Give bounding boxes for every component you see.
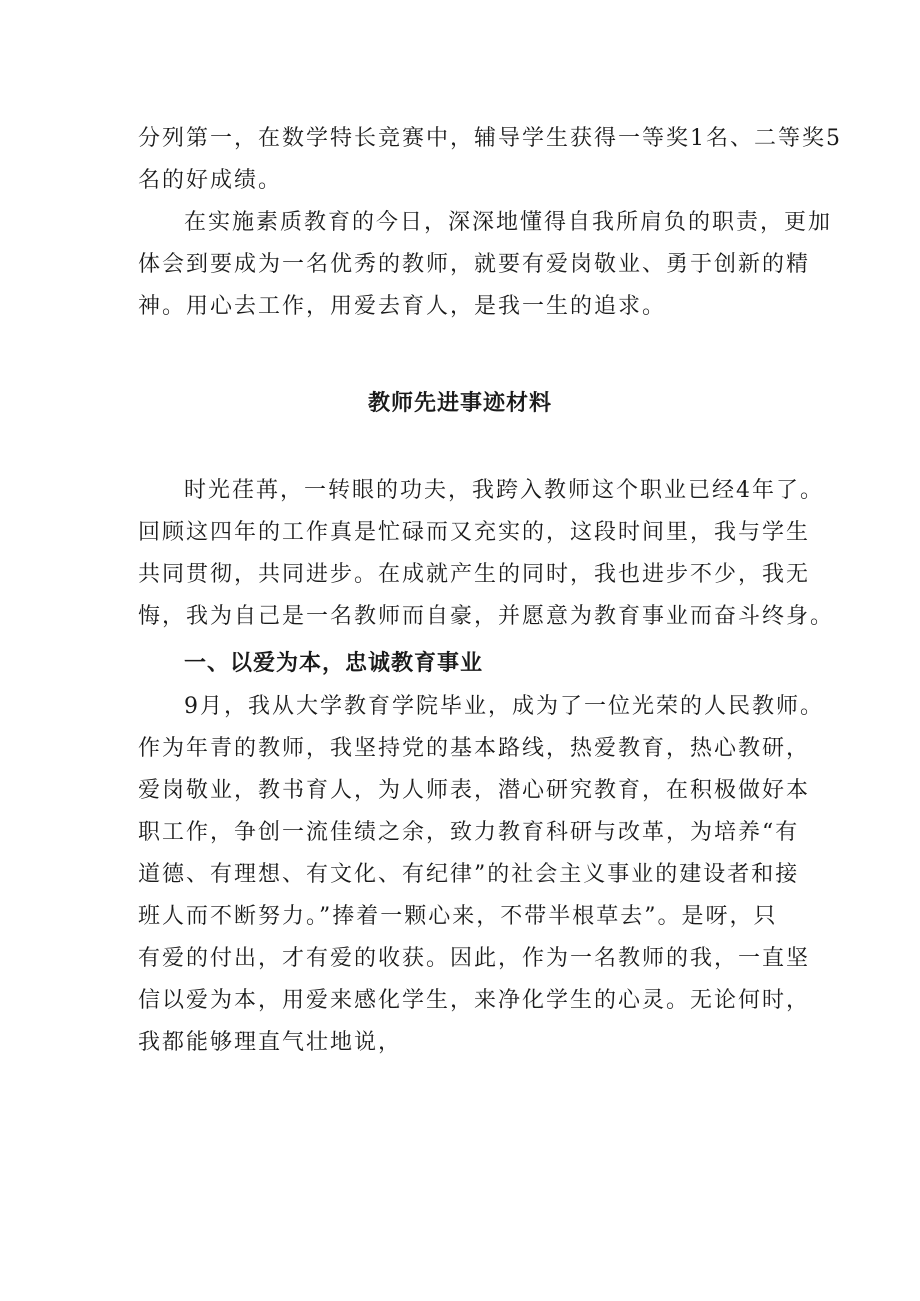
text-line: 我都能够理直气壮地说， — [138, 1030, 403, 1055]
text-line: 有爱的付出，才有爱的收获。因此，作为一名教师的我，一直坚 — [138, 946, 811, 971]
text-line: 神。用心去工作，用爱去育人，是我一生的追求。 — [138, 294, 667, 319]
text-line: 分列第一，在数学特长竞赛中，辅导学生获得一等奖1名、二等奖5 — [138, 126, 842, 151]
text-line: 名的好成绩。 — [138, 168, 283, 193]
text-line: 9月，我从大学教育学院毕业，成为了一位光荣的人民教师。 — [184, 694, 824, 719]
text-line: 体会到要成为一名优秀的教师，就要有爱岗敬业、勇于创新的精 — [138, 252, 811, 277]
text-line: 道德、有理想、有文化、有纪律”的社会主义事业的建设者和接 — [138, 862, 800, 887]
text-line: 回顾这四年的工作真是忙碌而又充实的，这段时间里，我与学生 — [138, 520, 811, 545]
text-line: 在实施素质教育的今日，深深地懂得自我所肩负的职责，更加 — [184, 210, 833, 235]
paragraph-award-results — [138, 118, 842, 202]
text-line: 信以爱为本，用爱来感化学生，来净化学生的心灵。无论何时， — [138, 988, 811, 1013]
text-line: 时光荏苒，一转眼的功夫，我跨入教师这个职业已经4年了。 — [184, 478, 824, 503]
text-line: 爱岗敬业，教书育人，为人师表，潜心研究教育，在积极做好本 — [138, 778, 811, 803]
document-title: 教师先进事迹材料 — [367, 391, 552, 416]
section-heading: 一、以爱为本，忠诚教育事业 — [184, 651, 484, 676]
text-line: 悔，我为自己是一名教师而自豪，并愿意为教育事业而奋斗终身。 — [138, 604, 835, 629]
text-line: 共同贯彻，共同进步。在成就产生的同时，我也进步不少，我无 — [138, 562, 811, 587]
paragraph-love-based — [138, 686, 824, 1064]
paragraph-quality-education — [138, 202, 833, 328]
text-line: 作为年青的教师，我坚持党的基本路线，热爱教育，热心教研， — [138, 736, 811, 761]
paragraph-time-flies — [138, 470, 835, 638]
text-line: 班人而不断努力。”捧着一颗心来，不带半根草去”。是呀，只 — [138, 904, 778, 929]
text-line: 职工作，争创一流佳绩之余，致力教育科研与改革，为培养“有 — [138, 820, 800, 845]
